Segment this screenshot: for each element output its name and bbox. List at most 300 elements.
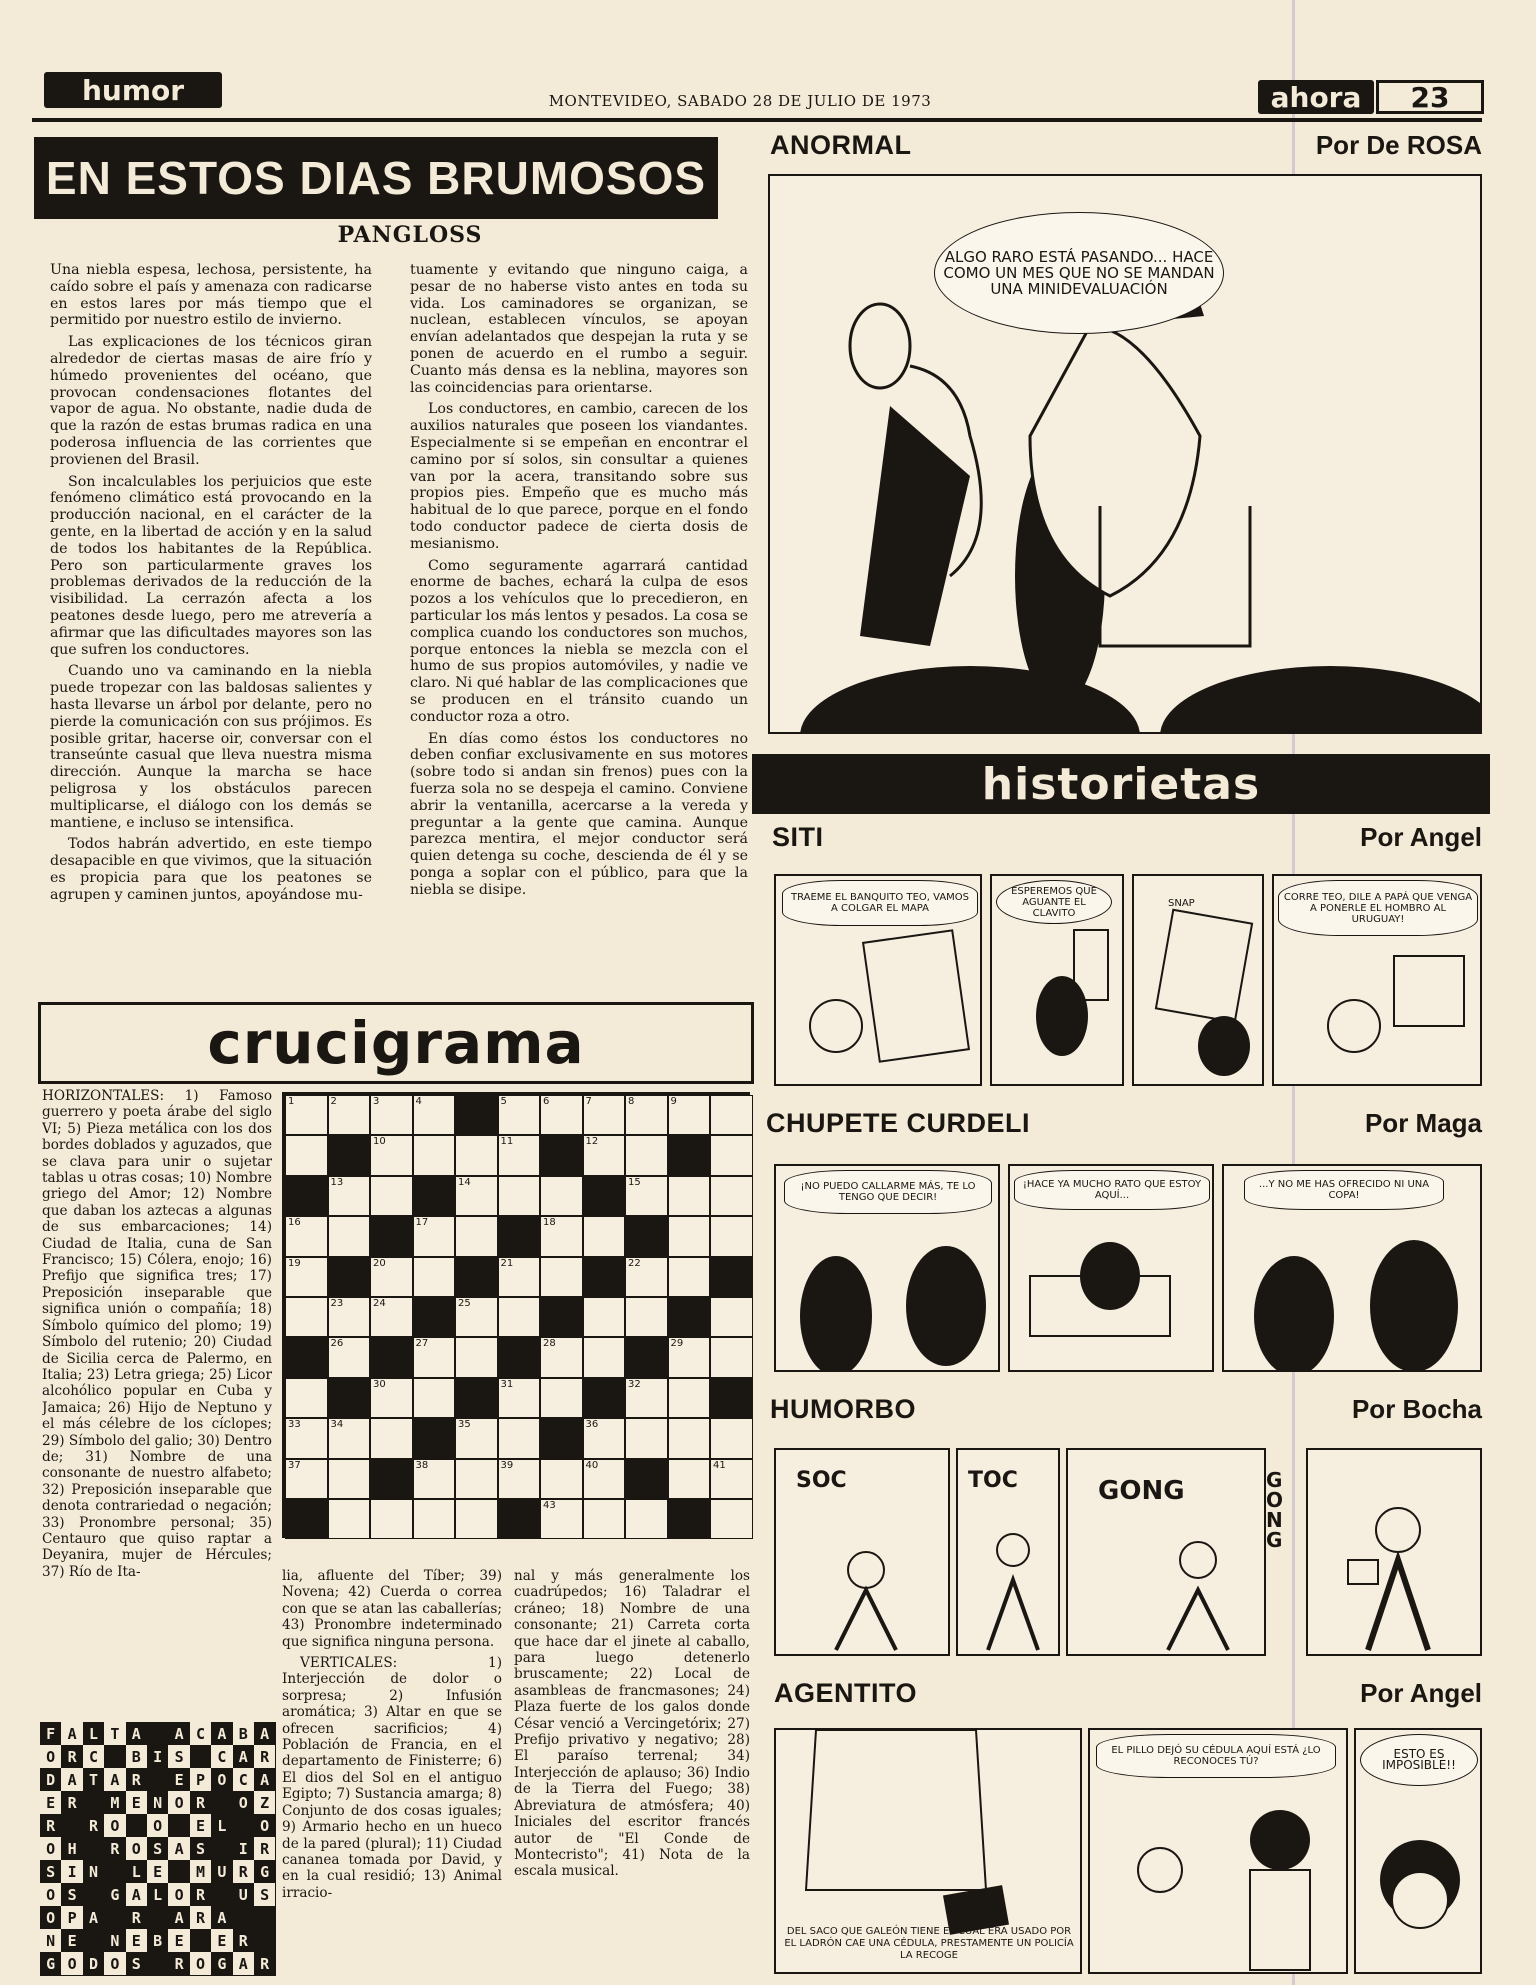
crossword-cell[interactable]	[498, 1257, 541, 1297]
crossword-number: 36	[585, 1419, 599, 1431]
solution-cell	[211, 1883, 232, 1906]
solution-cell: L	[83, 1722, 104, 1745]
solution-cell: U	[211, 1860, 232, 1883]
crossword-cell[interactable]	[668, 1216, 711, 1256]
solution-cell: A	[104, 1768, 125, 1791]
solution-cell: E	[168, 1768, 189, 1791]
crossword-number: 38	[415, 1459, 429, 1471]
crossword-cell	[328, 1378, 371, 1418]
strip-title: AGENTITO	[774, 1678, 918, 1708]
solution-cell: B	[147, 1929, 168, 1952]
crossword-clues-vertical: VERTICALES: 1) Interjección de dolor o sorpresa; 2) Infusión aromática; 3) Altar en que se ofrecen sacrificios; 4) Población de Francia, en el departamento de Finisterre; 6) El dios del Sol en el antiguo Egipto; 7) Sustancia amarga; 8) Conjunto de dos cosas iguales; 9) Armario hecho en un hueco de la pared (plural); 11) Ciudad cananea tomada por David, y en la cual residió; 13) Animal irracio-	[282, 1655, 502, 1901]
crossword-clues-col-2	[282, 1568, 502, 1968]
solution-cell: O	[126, 1837, 147, 1860]
solution-cell: A	[211, 1722, 232, 1745]
solution-cell: O	[104, 1814, 125, 1837]
crossword-cell[interactable]	[668, 1257, 711, 1297]
strip-author: Por Maga	[1364, 1108, 1482, 1138]
crossword-number: 43	[543, 1500, 556, 1511]
comics-section-title: historietas	[752, 754, 1490, 814]
crossword-cell[interactable]	[370, 1135, 413, 1175]
solution-cell: Z	[254, 1791, 275, 1814]
speech-bubble: ESPEREMOS QUE AGUANTE EL CLAVITO	[996, 880, 1112, 924]
sound-effect: GONG	[1266, 1468, 1284, 1552]
crossword-cell[interactable]	[455, 1216, 498, 1256]
crossword-cell	[285, 1337, 328, 1377]
crossword-number: 8	[628, 1096, 635, 1107]
crossword-cell[interactable]	[710, 1337, 753, 1377]
crossword-cell[interactable]	[583, 1216, 626, 1256]
solution-cell: N	[104, 1929, 125, 1952]
crossword-number: 9	[670, 1096, 677, 1107]
strip-panel	[774, 1164, 1000, 1372]
crossword-cell[interactable]	[370, 1297, 413, 1337]
crossword-number: 32	[628, 1378, 641, 1390]
crossword-number: 5	[500, 1096, 507, 1107]
crossword-number: 41	[713, 1459, 726, 1471]
solution-cell: O	[190, 1952, 211, 1975]
strip-panel	[774, 874, 982, 1086]
crossword-cell	[710, 1378, 753, 1418]
crossword-cell[interactable]	[583, 1418, 626, 1458]
crossword-cell[interactable]	[668, 1176, 711, 1216]
strip-title: HUMORBO	[770, 1394, 916, 1424]
solution-cell: R	[61, 1745, 82, 1768]
crossword-cell[interactable]	[328, 1459, 371, 1499]
crossword-cell[interactable]	[285, 1378, 328, 1418]
strip-panel	[990, 874, 1124, 1086]
strip-author: Por Angel	[1360, 1678, 1482, 1708]
crossword-cell[interactable]	[413, 1135, 456, 1175]
solution-cell: B	[126, 1745, 147, 1768]
solution-cell: S	[190, 1837, 211, 1860]
solution-cell: D	[40, 1768, 61, 1791]
crossword-cell[interactable]	[328, 1499, 371, 1539]
sound-effect: SNAP	[1168, 898, 1195, 909]
crossword-cell[interactable]	[413, 1378, 456, 1418]
solution-cell: A	[233, 1952, 254, 1975]
crossword-cell[interactable]	[285, 1135, 328, 1175]
crossword-cell[interactable]	[285, 1257, 328, 1297]
crossword-cell	[540, 1135, 583, 1175]
solution-cell: O	[147, 1814, 168, 1837]
crossword-cell[interactable]	[455, 1176, 498, 1216]
crossword-cell	[625, 1216, 668, 1256]
crossword-cell	[540, 1418, 583, 1458]
solution-cell: A	[61, 1722, 82, 1745]
crossword-cell[interactable]	[328, 1176, 371, 1216]
crossword-number: 24	[373, 1298, 386, 1309]
crossword-cell[interactable]	[710, 1135, 753, 1175]
crossword-cell[interactable]	[498, 1418, 541, 1458]
crossword-cell[interactable]	[540, 1337, 583, 1377]
article-title: EN ESTOS DIAS BRUMOSOS	[34, 137, 718, 219]
solution-cell: E	[126, 1929, 147, 1952]
crossword-cell[interactable]	[413, 1216, 456, 1256]
crossword-cell[interactable]	[455, 1297, 498, 1337]
solution-cell: T	[104, 1722, 125, 1745]
strip-author: Por Bocha	[1351, 1394, 1482, 1424]
crossword-cell[interactable]	[413, 1499, 456, 1539]
solution-cell: P	[61, 1906, 82, 1929]
speech-bubble: ¡NO PUEDO CALLARME MÁS, TE LO TENGO QUE DECIR!	[784, 1170, 992, 1214]
solution-cell: B	[233, 1722, 254, 1745]
strip-panel	[774, 1728, 1082, 1974]
solution-cell: O	[168, 1791, 189, 1814]
sound-effect: GONG	[1098, 1476, 1185, 1506]
solution-cell: R	[126, 1906, 147, 1929]
crossword-cell[interactable]	[625, 1176, 668, 1216]
crossword-number: 22	[628, 1257, 641, 1269]
strip-panel	[1008, 1164, 1214, 1372]
crossword-number: 7	[585, 1096, 592, 1107]
solution-cell: G	[254, 1860, 275, 1883]
solution-cell: O	[40, 1745, 61, 1768]
crossword-cell[interactable]	[583, 1135, 626, 1175]
crossword-cell[interactable]	[625, 1135, 668, 1175]
crossword-number: 13	[330, 1176, 344, 1188]
crossword-cell[interactable]	[540, 1216, 583, 1256]
solution-cell: A	[168, 1837, 189, 1860]
crossword-cell[interactable]	[583, 1459, 626, 1499]
article-paragraph: Cuando uno va caminando en la niebla puede tropezar con las baldosas salientes y hasta llevarse un árbol por delante, pero no pierde la comunicación con sus prójimos. Es posible gritar, hacerse oir, conversar con el transeúnte casual que lleva nuestra misma dirección. Aunque la marcha se hace peligrosa y los obstáculos parecen multiplicarse, el diálogo con los demás se mantiene, e incluso se intensifica.	[50, 663, 372, 831]
solution-cell	[126, 1814, 147, 1837]
crossword-number: 10	[373, 1136, 386, 1148]
crossword-number: 6	[543, 1096, 550, 1107]
header-rule	[32, 118, 1482, 122]
crossword-number: 31	[500, 1378, 514, 1390]
solution-cell	[254, 1906, 275, 1929]
solution-cell: I	[61, 1860, 82, 1883]
solution-cell	[147, 1768, 168, 1791]
solution-cell: A	[61, 1768, 82, 1791]
solution-cell	[233, 1814, 254, 1837]
crossword-cell[interactable]	[540, 1499, 583, 1539]
crossword-cell	[625, 1337, 668, 1377]
section-tag: humor	[44, 72, 222, 108]
crossword-number: 34	[330, 1419, 344, 1431]
crossword-cell	[285, 1176, 328, 1216]
solution-cell: R	[254, 1837, 275, 1860]
article-paragraph: tuamente y evitando que ninguno caiga, a pesar de no haberse visto antes en toda su vida. Los caminadores se organizan, se nuclean, establecen vínculos, se apoyan envían adelantados que despejan la ruta y se ponen de acuerdo en el rumbo a seguir. Cuanto más densa es la neblina, mayores son las coincidencias para orientarse.	[410, 262, 748, 396]
solution-cell: R	[190, 1906, 211, 1929]
solution-cell: S	[40, 1860, 61, 1883]
crossword-number: 21	[500, 1257, 514, 1269]
crossword-cell[interactable]	[285, 1216, 328, 1256]
solution-cell: N	[40, 1929, 61, 1952]
crossword-cell[interactable]	[625, 1499, 668, 1539]
solution-cell: A	[126, 1722, 147, 1745]
crossword-number: 14	[458, 1176, 471, 1188]
crossword-cell[interactable]	[668, 1095, 711, 1135]
crossword-cell[interactable]	[583, 1095, 626, 1135]
crossword-cell[interactable]	[540, 1459, 583, 1499]
crossword-cell[interactable]	[710, 1499, 753, 1539]
crossword-cell	[413, 1418, 456, 1458]
solution-cell: O	[254, 1814, 275, 1837]
solution-cell: A	[233, 1745, 254, 1768]
crossword-cell[interactable]	[710, 1176, 753, 1216]
solution-cell: S	[126, 1952, 147, 1975]
strip-panel	[956, 1448, 1060, 1656]
crossword-cell[interactable]	[370, 1095, 413, 1135]
solution-cell: C	[83, 1745, 104, 1768]
crossword-cell[interactable]	[668, 1378, 711, 1418]
crossword-cell[interactable]	[455, 1135, 498, 1175]
solution-cell: C	[233, 1768, 254, 1791]
solution-cell: R	[254, 1952, 275, 1975]
crossword-number: 28	[543, 1338, 556, 1350]
solution-cell: H	[61, 1837, 82, 1860]
crossword-cell[interactable]	[540, 1176, 583, 1216]
crossword-cell[interactable]	[328, 1337, 371, 1377]
crossword-cell	[498, 1216, 541, 1256]
crossword-cell[interactable]	[285, 1297, 328, 1337]
speech-bubble: ¡HACE YA MUCHO RATO QUE ESTOY AQUÍ...	[1014, 1170, 1210, 1210]
crossword-cell[interactable]	[668, 1418, 711, 1458]
crossword-cell[interactable]	[370, 1418, 413, 1458]
solution-cell: E	[190, 1814, 211, 1837]
crossword-number: 17	[415, 1217, 429, 1229]
crossword-cell[interactable]	[625, 1418, 668, 1458]
solution-cell: R	[190, 1791, 211, 1814]
solution-cell	[104, 1906, 125, 1929]
crossword-cell[interactable]	[625, 1297, 668, 1337]
crossword-cell	[413, 1297, 456, 1337]
crossword-cell[interactable]	[370, 1257, 413, 1297]
crossword-cell[interactable]	[710, 1418, 753, 1458]
solution-cell	[147, 1906, 168, 1929]
solution-cell	[104, 1745, 125, 1768]
strip-caption: DEL SACO QUE GALEÓN TIENE EL CUAL ERA USADO POR EL LADRÓN CAE UNA CÉDULA, PRESTAMENTE UN POLICÍA LA RECOGE	[784, 1926, 1074, 1961]
crossword-cell[interactable]	[625, 1257, 668, 1297]
solution-cell: R	[83, 1814, 104, 1837]
solution-cell	[190, 1929, 211, 1952]
crossword-cell[interactable]	[498, 1135, 541, 1175]
solution-cell: A	[168, 1722, 189, 1745]
strip-panel	[1066, 1448, 1266, 1656]
solution-cell	[83, 1883, 104, 1906]
strip-panel	[1272, 874, 1482, 1086]
crossword-cell[interactable]	[498, 1095, 541, 1135]
solution-cell: I	[147, 1745, 168, 1768]
crossword-number: 33	[288, 1419, 301, 1431]
solution-cell: O	[61, 1952, 82, 1975]
sound-effect: SOC	[796, 1468, 847, 1493]
sound-effect: TOC	[968, 1468, 1018, 1493]
crossword-cell	[498, 1337, 541, 1377]
solution-cell: M	[104, 1791, 125, 1814]
solution-cell: E	[40, 1791, 61, 1814]
crossword-clues-horizontal: HORIZONTALES: 1) Famoso guerrero y poeta árabe del siglo VI; 5) Pieza metálica con los dos bordes doblados y aguzados, que se clava para unir o sujetar tablas u otras cosas; 10) Nombre griego del Amor; 12) Nombre que daban los aztecas a algunas de sus embarcaciones; 14) Ciudad de Italia, cuna de San Francisco; 15) Cólera, enojo; 16) Prefijo que significa tres; 17) Preposición inseparable que significa unión o compañía; 18) Símbolo químico del plomo; 19) Símbolo del rutenio; 20) Ciudad de Sicilia cerca de Palermo, en Italia; 23) Letra griega; 25) Licor alcohólico popular en Cuba y Jamaica; 26) Hijo de Neptuno y el más célebre de los cíclopes; 29) Símbolo del galio; 30) Dentro de; 31) Nombre de una consonante de nuestro alfabeto; 32) Preposición inseparable que denota contrariedad o negación; 33) Pronombre personal; 35) Centauro que quiso raptar a Deyanira, mujer de Hércules; 37) Río de Ita-	[42, 1088, 272, 1580]
crossword-clues-vertical-end: nal y más generalmente los cuadrúpedos; 16) Taladrar el cráneo; 18) Nombre de una consonante; 21) Carreta corta que hace dar el jinete al caballo, para luego detenerlo bruscamente; 22) Local de asambleas de francmasones; 24) Plaza fuerte de los galos donde César venció a Vercingetórix; 27) Prefijo privativo y negativo; 28) El paraíso terrenal; 34) Interjección de aplauso; 36) Indio de la Tierra del Fuego; 38) Abreviatura de atmósfera; 40) Iniciales del escritor francés autor de "El Conde de Montecristo"; 41) Nota de la escala musical.	[514, 1568, 750, 1880]
solution-cell	[147, 1722, 168, 1745]
crossword-cell	[413, 1176, 456, 1216]
crossword-cell	[370, 1216, 413, 1256]
crossword-cell	[328, 1257, 371, 1297]
strip-title: SITI	[772, 822, 824, 852]
solution-cell: R	[254, 1745, 275, 1768]
crossword-number: 35	[458, 1419, 471, 1431]
crossword-cell	[583, 1176, 626, 1216]
crossword-number: 20	[373, 1257, 386, 1269]
crossword-cell[interactable]	[370, 1176, 413, 1216]
solution-cell: L	[211, 1814, 232, 1837]
crossword-cell[interactable]	[498, 1176, 541, 1216]
solution-cell: G	[104, 1883, 125, 1906]
crossword-cell	[668, 1499, 711, 1539]
strip-author: Por Angel	[1360, 822, 1482, 852]
crossword-number: 15	[628, 1176, 641, 1188]
solution-cell	[233, 1906, 254, 1929]
crossword-cell[interactable]	[285, 1095, 328, 1135]
crossword-cell	[710, 1257, 753, 1297]
crossword-cell[interactable]	[370, 1499, 413, 1539]
crossword-cell[interactable]	[710, 1297, 753, 1337]
crossword-cell	[583, 1378, 626, 1418]
solution-cell: O	[211, 1768, 232, 1791]
crossword-cell	[583, 1257, 626, 1297]
crossword-cell	[455, 1257, 498, 1297]
strip-panel	[1222, 1164, 1482, 1372]
solution-cell	[147, 1952, 168, 1975]
speech-bubble: ESTO ES IMPOSIBLE!!	[1360, 1734, 1478, 1786]
solution-cell: A	[254, 1768, 275, 1791]
solution-cell	[211, 1791, 232, 1814]
solution-cell: O	[168, 1883, 189, 1906]
strip-panel	[1132, 874, 1264, 1086]
crossword-number: 25	[458, 1298, 471, 1309]
solution-cell: S	[147, 1837, 168, 1860]
crossword-number: 26	[330, 1338, 344, 1350]
solution-cell: E	[126, 1791, 147, 1814]
solution-cell: O	[104, 1952, 125, 1975]
crossword-title: crucigrama	[207, 1009, 585, 1077]
crossword-cell[interactable]	[455, 1499, 498, 1539]
solution-cell: R	[40, 1814, 61, 1837]
solution-cell: N	[83, 1860, 104, 1883]
solution-cell: T	[83, 1768, 104, 1791]
crossword-cell[interactable]	[668, 1337, 711, 1377]
crossword-clues-horizontal-end: lia, afluente del Tíber; 39) Novena; 42) Cuerda o correa con que se atan las caballerías; 43) Pronombre indeterminado que significa ninguna persona.	[282, 1568, 502, 1650]
crossword-cell[interactable]	[285, 1418, 328, 1458]
solution-cell: L	[147, 1883, 168, 1906]
solution-cell	[190, 1745, 211, 1768]
crossword-cell	[455, 1378, 498, 1418]
crossword-cell[interactable]	[710, 1216, 753, 1256]
crossword-cell[interactable]	[370, 1378, 413, 1418]
solution-cell: I	[233, 1837, 254, 1860]
solution-cell: E	[61, 1929, 82, 1952]
crossword-cell[interactable]	[285, 1459, 328, 1499]
solution-cell: P	[190, 1768, 211, 1791]
solution-cell: S	[61, 1883, 82, 1906]
solution-cell: O	[40, 1906, 61, 1929]
crossword-cell[interactable]	[625, 1378, 668, 1418]
crossword-cell[interactable]	[583, 1499, 626, 1539]
crossword-number: 37	[288, 1459, 301, 1471]
solution-cell	[211, 1837, 232, 1860]
crossword-cell[interactable]	[455, 1337, 498, 1377]
solution-cell: C	[211, 1745, 232, 1768]
dateline: MONTEVIDEO, SABADO 28 DE JULIO DE 1973	[548, 92, 932, 110]
crossword-cell[interactable]	[455, 1418, 498, 1458]
crossword-number: 39	[500, 1459, 514, 1471]
crossword-cell[interactable]	[668, 1459, 711, 1499]
strip-panel	[1354, 1728, 1482, 1974]
speech-bubble: CORRE TEO, DILE A PAPÁ QUE VENGA A PONERLE EL HOMBRO AL URUGUAY!	[1278, 880, 1478, 936]
solution-cell: R	[104, 1837, 125, 1860]
crossword-cell[interactable]	[328, 1216, 371, 1256]
solution-cell	[61, 1814, 82, 1837]
crossword-cell[interactable]	[498, 1459, 541, 1499]
crossword-cell[interactable]	[328, 1297, 371, 1337]
crossword-cell	[370, 1337, 413, 1377]
solution-cell: R	[168, 1952, 189, 1975]
speech-bubble: EL PILLO DEJÓ SU CÉDULA AQUÍ ESTÁ ¿LO RECONOCES TÚ?	[1096, 1734, 1336, 1778]
crossword-cell[interactable]	[625, 1095, 668, 1135]
page-number: 23	[1376, 80, 1484, 114]
crossword-cell[interactable]	[498, 1378, 541, 1418]
cartoon-panel	[768, 174, 1482, 734]
solution-cell: G	[211, 1952, 232, 1975]
solution-cell: A	[126, 1883, 147, 1906]
solution-cell	[83, 1837, 104, 1860]
article-paragraph: Una niebla espesa, lechosa, persistente, ha caído sobre el país y amenaza con radicarse en estos lares por más tiempo que el permitido por nuestro estilo de invierno.	[50, 262, 372, 329]
solution-cell: R	[233, 1929, 254, 1952]
speech-bubble: ...Y NO ME HAS OFRECIDO NI UNA COPA!	[1244, 1170, 1444, 1210]
crossword-cell	[328, 1135, 371, 1175]
previous-solution-grid	[40, 1722, 276, 1976]
crossword-cell[interactable]	[498, 1297, 541, 1337]
solution-cell: C	[190, 1722, 211, 1745]
solution-cell: A	[211, 1906, 232, 1929]
crossword-cell	[668, 1135, 711, 1175]
speech-bubble: TRAEME EL BANQUITO TEO, VAMOS A COLGAR EL MAPA	[782, 880, 978, 926]
solution-cell: S	[168, 1745, 189, 1768]
crossword-cell[interactable]	[328, 1418, 371, 1458]
crossword-cell[interactable]	[710, 1459, 753, 1499]
crossword-cell	[285, 1499, 328, 1539]
crossword-cell[interactable]	[455, 1459, 498, 1499]
crossword-cell[interactable]	[540, 1378, 583, 1418]
strip-drawing	[1134, 876, 1264, 1086]
crossword-cell[interactable]	[710, 1095, 753, 1135]
solution-cell	[104, 1860, 125, 1883]
crossword-cell[interactable]	[583, 1337, 626, 1377]
crossword-cell[interactable]	[413, 1337, 456, 1377]
crossword-number: 11	[500, 1136, 514, 1148]
crossword-cell[interactable]	[413, 1459, 456, 1499]
article-column-1	[50, 262, 372, 990]
crossword-number: 2	[330, 1096, 337, 1107]
crossword-cell[interactable]	[413, 1095, 456, 1135]
crossword-number: 30	[373, 1378, 386, 1390]
solution-cell: U	[233, 1883, 254, 1906]
crossword-number: 1	[288, 1096, 295, 1107]
crossword-grid[interactable]	[282, 1092, 750, 1538]
crossword-number: 40	[585, 1459, 599, 1471]
crossword-clues-col-1	[42, 1088, 272, 1712]
solution-cell: L	[126, 1860, 147, 1883]
solution-cell	[83, 1791, 104, 1814]
crossword-cell[interactable]	[413, 1257, 456, 1297]
crossword-cell[interactable]	[540, 1257, 583, 1297]
crossword-cell[interactable]	[540, 1095, 583, 1135]
crossword-cell[interactable]	[583, 1297, 626, 1337]
crossword-cell[interactable]	[328, 1095, 371, 1135]
solution-cell: F	[40, 1722, 61, 1745]
